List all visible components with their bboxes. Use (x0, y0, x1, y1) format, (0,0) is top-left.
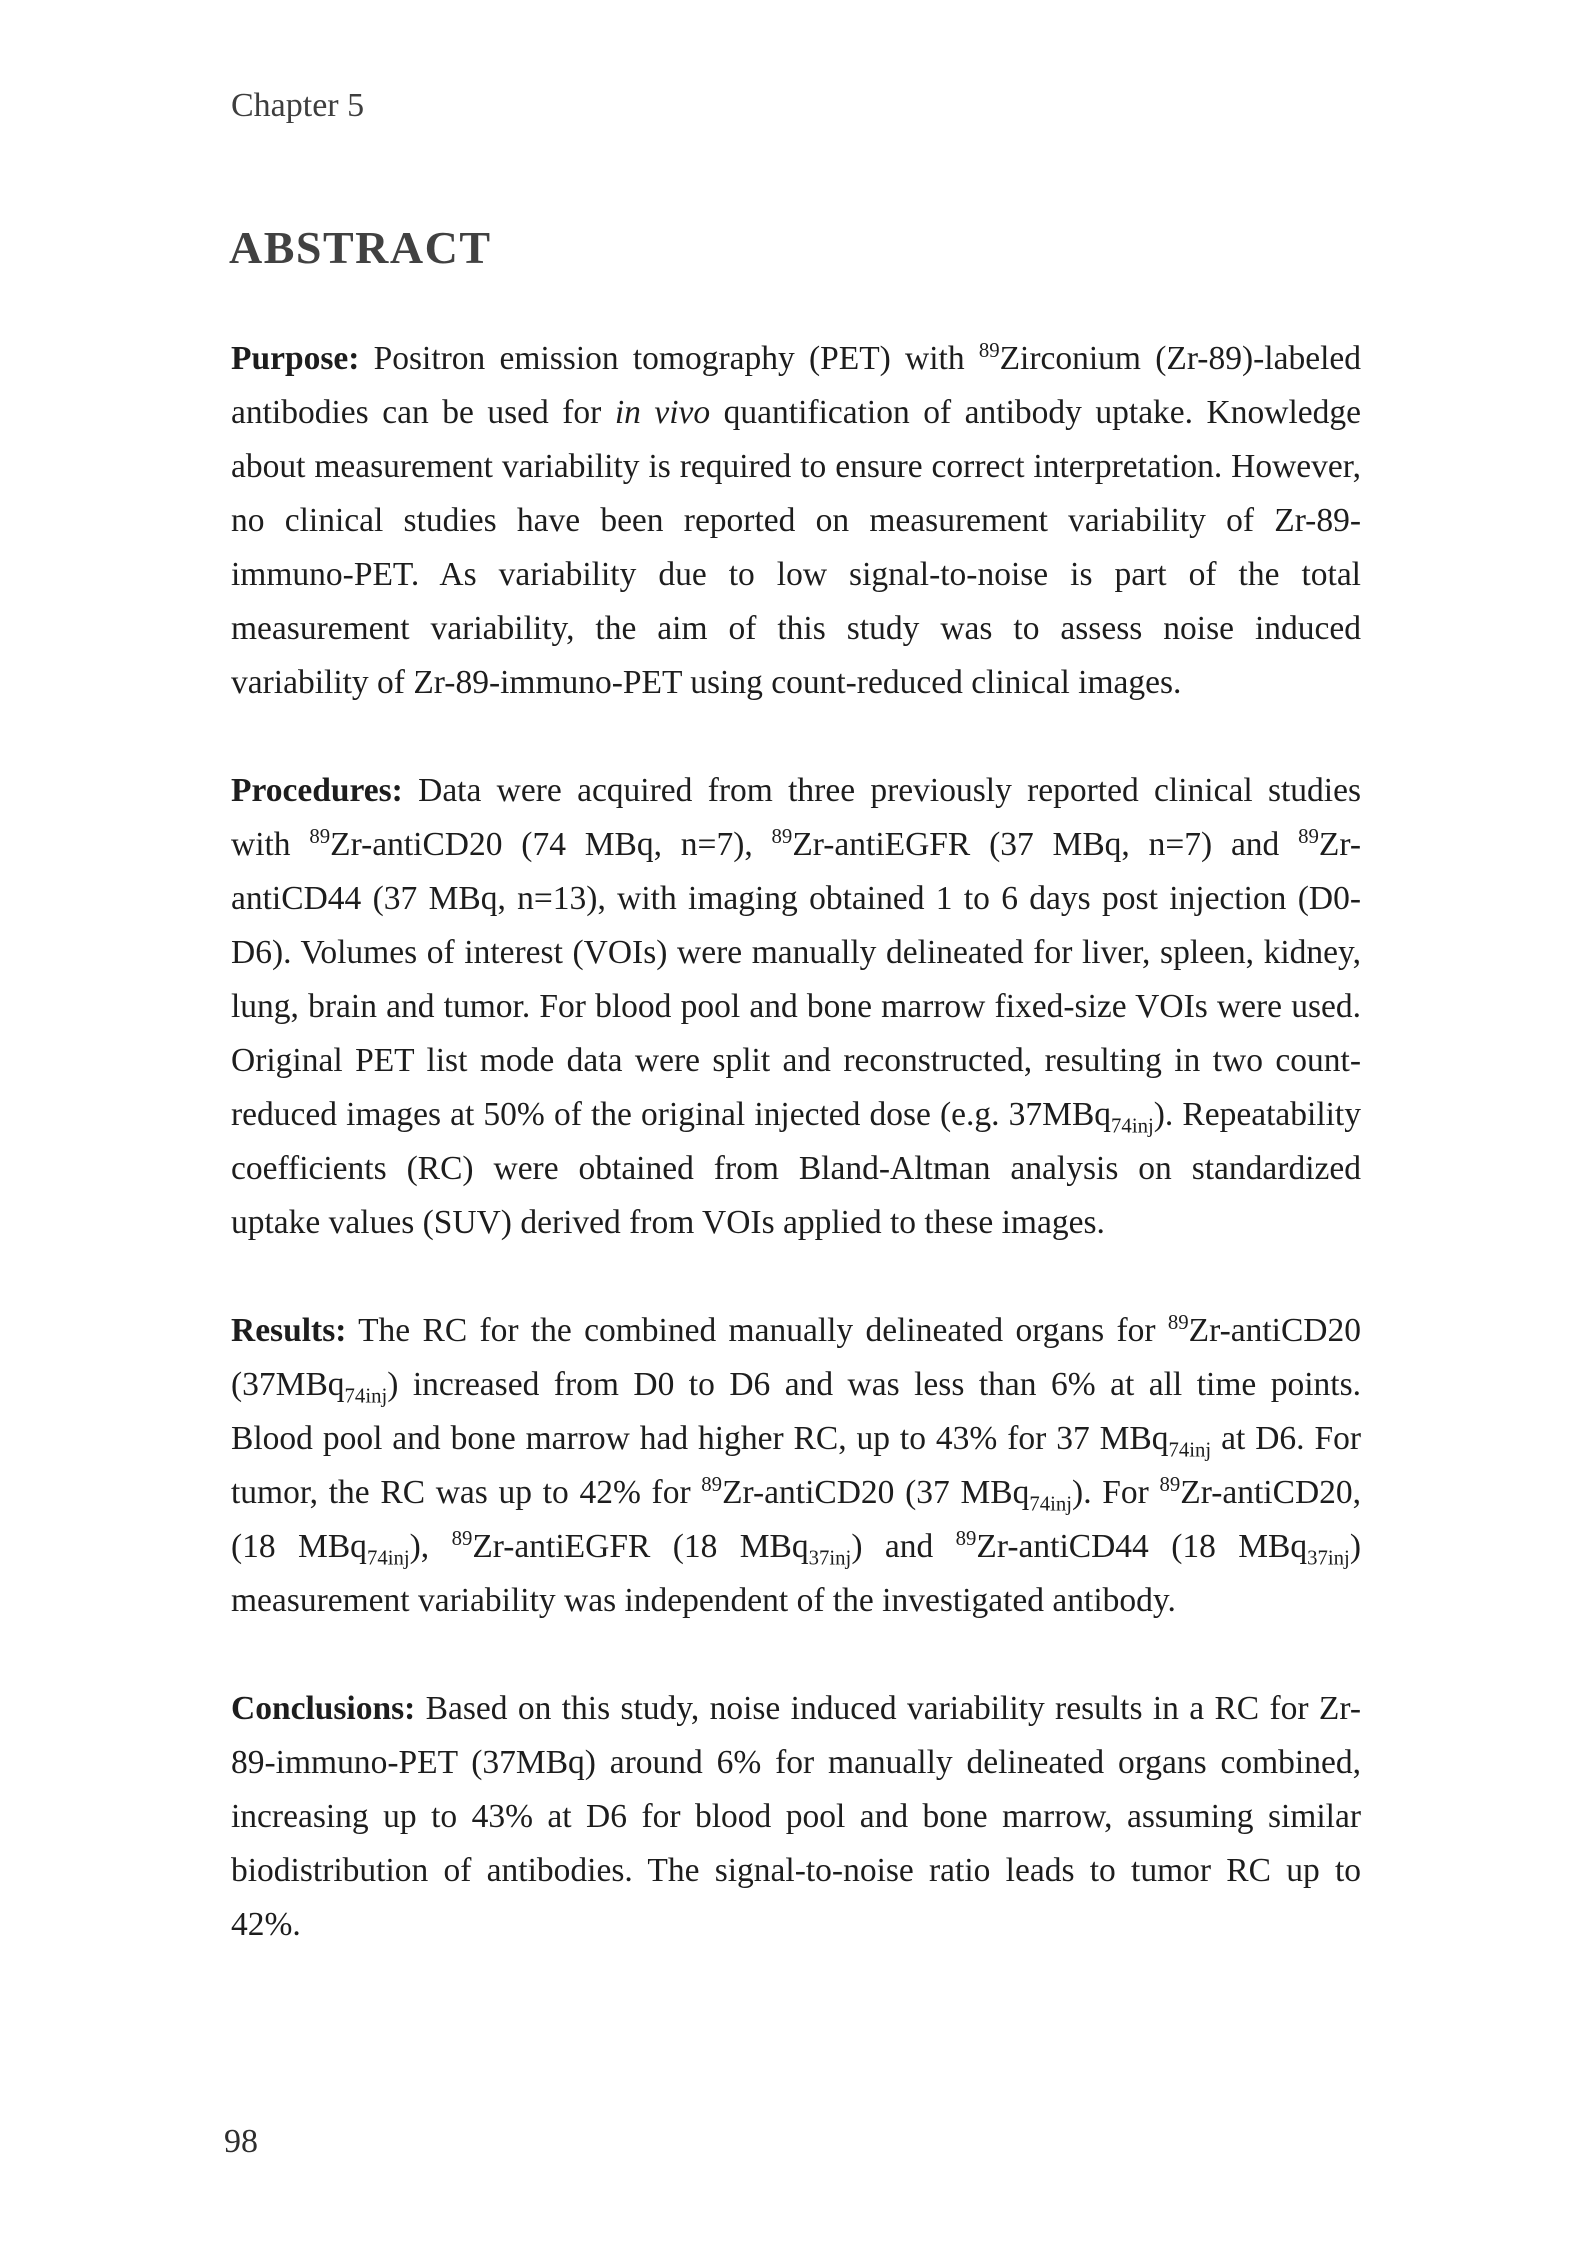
text-run: 37inj (808, 1546, 852, 1570)
text-run: 89 (978, 338, 1000, 362)
text-run: Zr-antiCD20 (37MBq (231, 1312, 1361, 1403)
text-run: ) measurement variability was independent of the investigated antibody. (231, 1528, 1361, 1619)
text-run: Conclusions: (231, 1690, 416, 1727)
chapter-label: Chapter 5 (231, 87, 365, 124)
conclusions-paragraph (231, 1682, 1361, 1952)
text-run: 74inj (1168, 1438, 1212, 1462)
text-run: quantification of antibody uptake. Knowledge about measurement variability is required to ensure correct interpretation. However, no clinical studies have been reported on measurement variability of Zr-89-immuno-PET. As variability due to low signal-to-noise is part of the total measurement variability, the aim of this study was to assess noise induced variability of Zr-89-immuno-PET using count-reduced clinical images. (231, 394, 1361, 701)
text-run: 89 (451, 1526, 473, 1550)
text-run: Zr-antiCD44 (18 MBq (976, 1528, 1308, 1565)
text-run: ) and (851, 1528, 956, 1565)
text-run: Data were acquired from three previously reported clinical studies with (231, 772, 1361, 863)
text-run: Zr-antiCD44 (37 MBq, n=13), with imaging obtained 1 to 6 days post injection (D0-D6). Volumes of interest (VOIs) were manually delineated for liver, spleen, kidney, lung, brain and tumor. For blood pool and bone marrow fixed-size VOIs were used. Original PET list mode data were split and reconstructed, resulting in two count-reduced images at 50% of the original injected dose (e.g. 37MBq (231, 826, 1361, 1133)
text-run: 89 (1167, 1310, 1189, 1334)
text-run: 74inj (1111, 1114, 1154, 1138)
results-paragraph (231, 1304, 1361, 1628)
text-run: 89 (701, 1472, 723, 1496)
text-run: Positron emission tomography (PET) with (359, 340, 979, 377)
text-run: 89 (955, 1526, 977, 1550)
text-run: Zr-antiCD20 (37 MBq (722, 1474, 1030, 1511)
text-run: Zr-antiCD20, (18 MBq (231, 1474, 1362, 1565)
text-run: 37inj (1307, 1546, 1350, 1570)
text-run: ). For (1072, 1474, 1160, 1511)
procedures-paragraph (231, 764, 1361, 1250)
text-run: Zr-antiCD20 (74 MBq, n=7), (330, 826, 772, 863)
text-run: 89 (771, 824, 793, 848)
text-run: 74inj (344, 1384, 388, 1408)
text-run: in vivo (614, 394, 711, 431)
text-run: 89 (1159, 1472, 1181, 1496)
text-run: Zr-antiEGFR (37 MBq, n=7) and (792, 826, 1299, 863)
text-run: Zirconium (Zr-89)-labeled antibodies can be used for (231, 340, 1361, 431)
text-run: The RC for the combined manually delineated organs for (346, 1312, 1168, 1349)
text-run: at D6. For tumor, the RC was up to 42% for (231, 1420, 1361, 1511)
text-run: Zr-antiEGFR (18 MBq (472, 1528, 809, 1565)
text-run: 89 (1298, 824, 1319, 848)
text-run: 74inj (1029, 1492, 1073, 1516)
purpose-paragraph (231, 332, 1361, 710)
text-run: 89 (309, 824, 331, 848)
abstract-body (231, 332, 1361, 1952)
text-run: ). Repeatability coefficients (RC) were obtained from Bland-Altman analysis on standardized uptake values (SUV) derived from VOIs applied to these images. (231, 1096, 1361, 1241)
text-run: Based on this study, noise induced variability results in a RC for Zr-89-immuno-PET (37MBq) around 6% for manually delineated organs combined, increasing up to 43% at D6 for blood pool and bone marrow, assuming similar biodistribution of antibodies. The signal-to-noise ratio leads to tumor RC up to 42%. (231, 1690, 1361, 1943)
text-run: Procedures: (231, 772, 403, 809)
text-run: Results: (231, 1312, 347, 1349)
page-number: 98 (224, 2123, 258, 2160)
text-run: 74inj (366, 1546, 410, 1570)
text-run: ), (409, 1528, 452, 1565)
section-title: ABSTRACT (229, 222, 492, 273)
text-run: ) increased from D0 to D6 and was less than 6% at all time points. Blood pool and bone marrow had higher RC, up to 43% for 37 MBq (231, 1366, 1361, 1457)
text-run: Purpose: (231, 340, 360, 377)
